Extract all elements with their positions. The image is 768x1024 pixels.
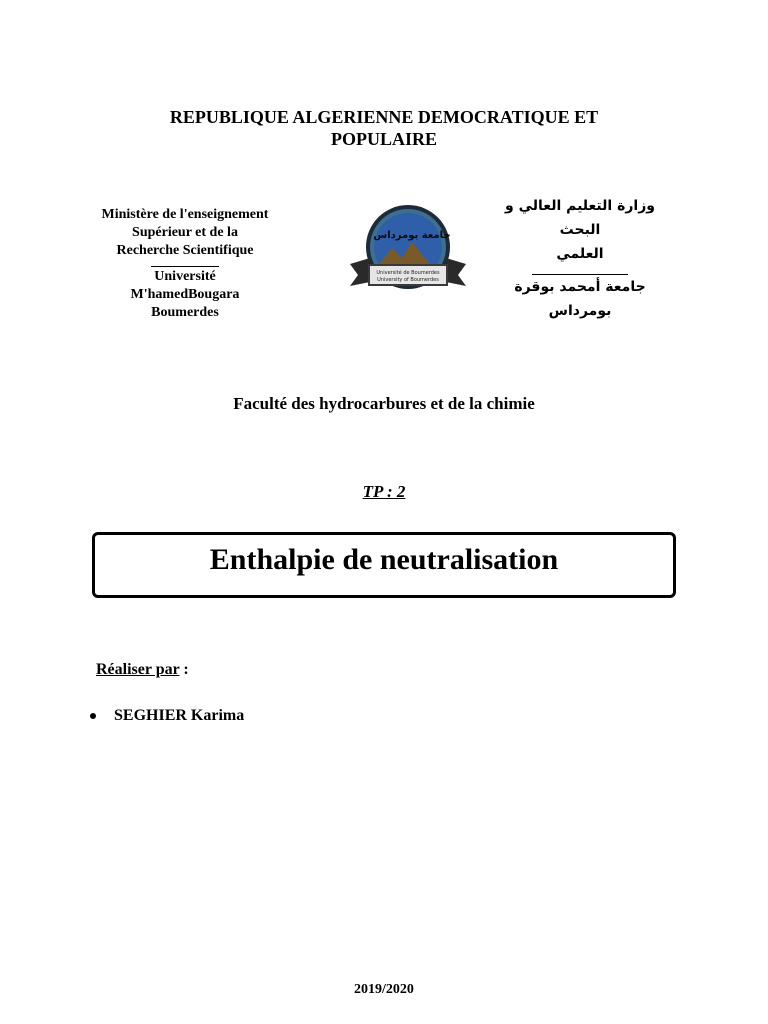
university-ar-line1: جامعة أمحمد بوقرة: [514, 279, 646, 295]
republic-heading-line1: REPUBLIQUE ALGERIENNE DEMOCRATIQUE ET: [169, 107, 599, 127]
republic-heading: [0, 106, 768, 150]
realised-by-label: Réaliser par: [96, 661, 180, 678]
ministry-ar-line1: وزارة التعليم العالي و البحث: [505, 198, 655, 238]
university-fr-line2: Boumerdes: [151, 305, 219, 320]
bullet-icon: [90, 713, 96, 719]
logo-banner-fr: Université de Boumerdes: [376, 270, 440, 276]
ministry-fr-separator: [151, 266, 219, 267]
ministry-french-block: [100, 206, 270, 322]
title-frame: [92, 532, 676, 598]
university-ar-line2: بومرداس: [548, 303, 612, 319]
university-logo: [348, 202, 468, 302]
document-title: Enthalpie de neutralisation: [209, 543, 559, 576]
realised-by-colon: :: [179, 661, 189, 678]
ministry-fr-line1: Ministère de l'enseignement: [101, 207, 269, 222]
realised-by-heading: [92, 661, 189, 679]
logo-arabic-text: جامعة بومرداس: [373, 230, 451, 241]
author-list-item: [90, 707, 244, 725]
ministry-fr-line2: Supérieur et de la: [132, 225, 238, 240]
ministry-fr-line3: Recherche Scientifique: [116, 243, 254, 258]
faculty-name: Faculté des hydrocarbures et de la chimie: [233, 394, 535, 413]
tp-label: TP : 2: [362, 482, 406, 501]
author-name: SEGHIER Karima: [114, 707, 245, 724]
ministry-ar-line2: العلمي: [556, 246, 604, 262]
ministry-arabic-block: [490, 194, 670, 323]
university-fr-line1: Université M'hamedBougara: [130, 269, 240, 302]
academic-year: 2019/2020: [354, 982, 414, 997]
logo-banner-en: University of Boumerdes: [377, 277, 439, 283]
republic-heading-line2: POPULAIRE: [330, 129, 437, 149]
